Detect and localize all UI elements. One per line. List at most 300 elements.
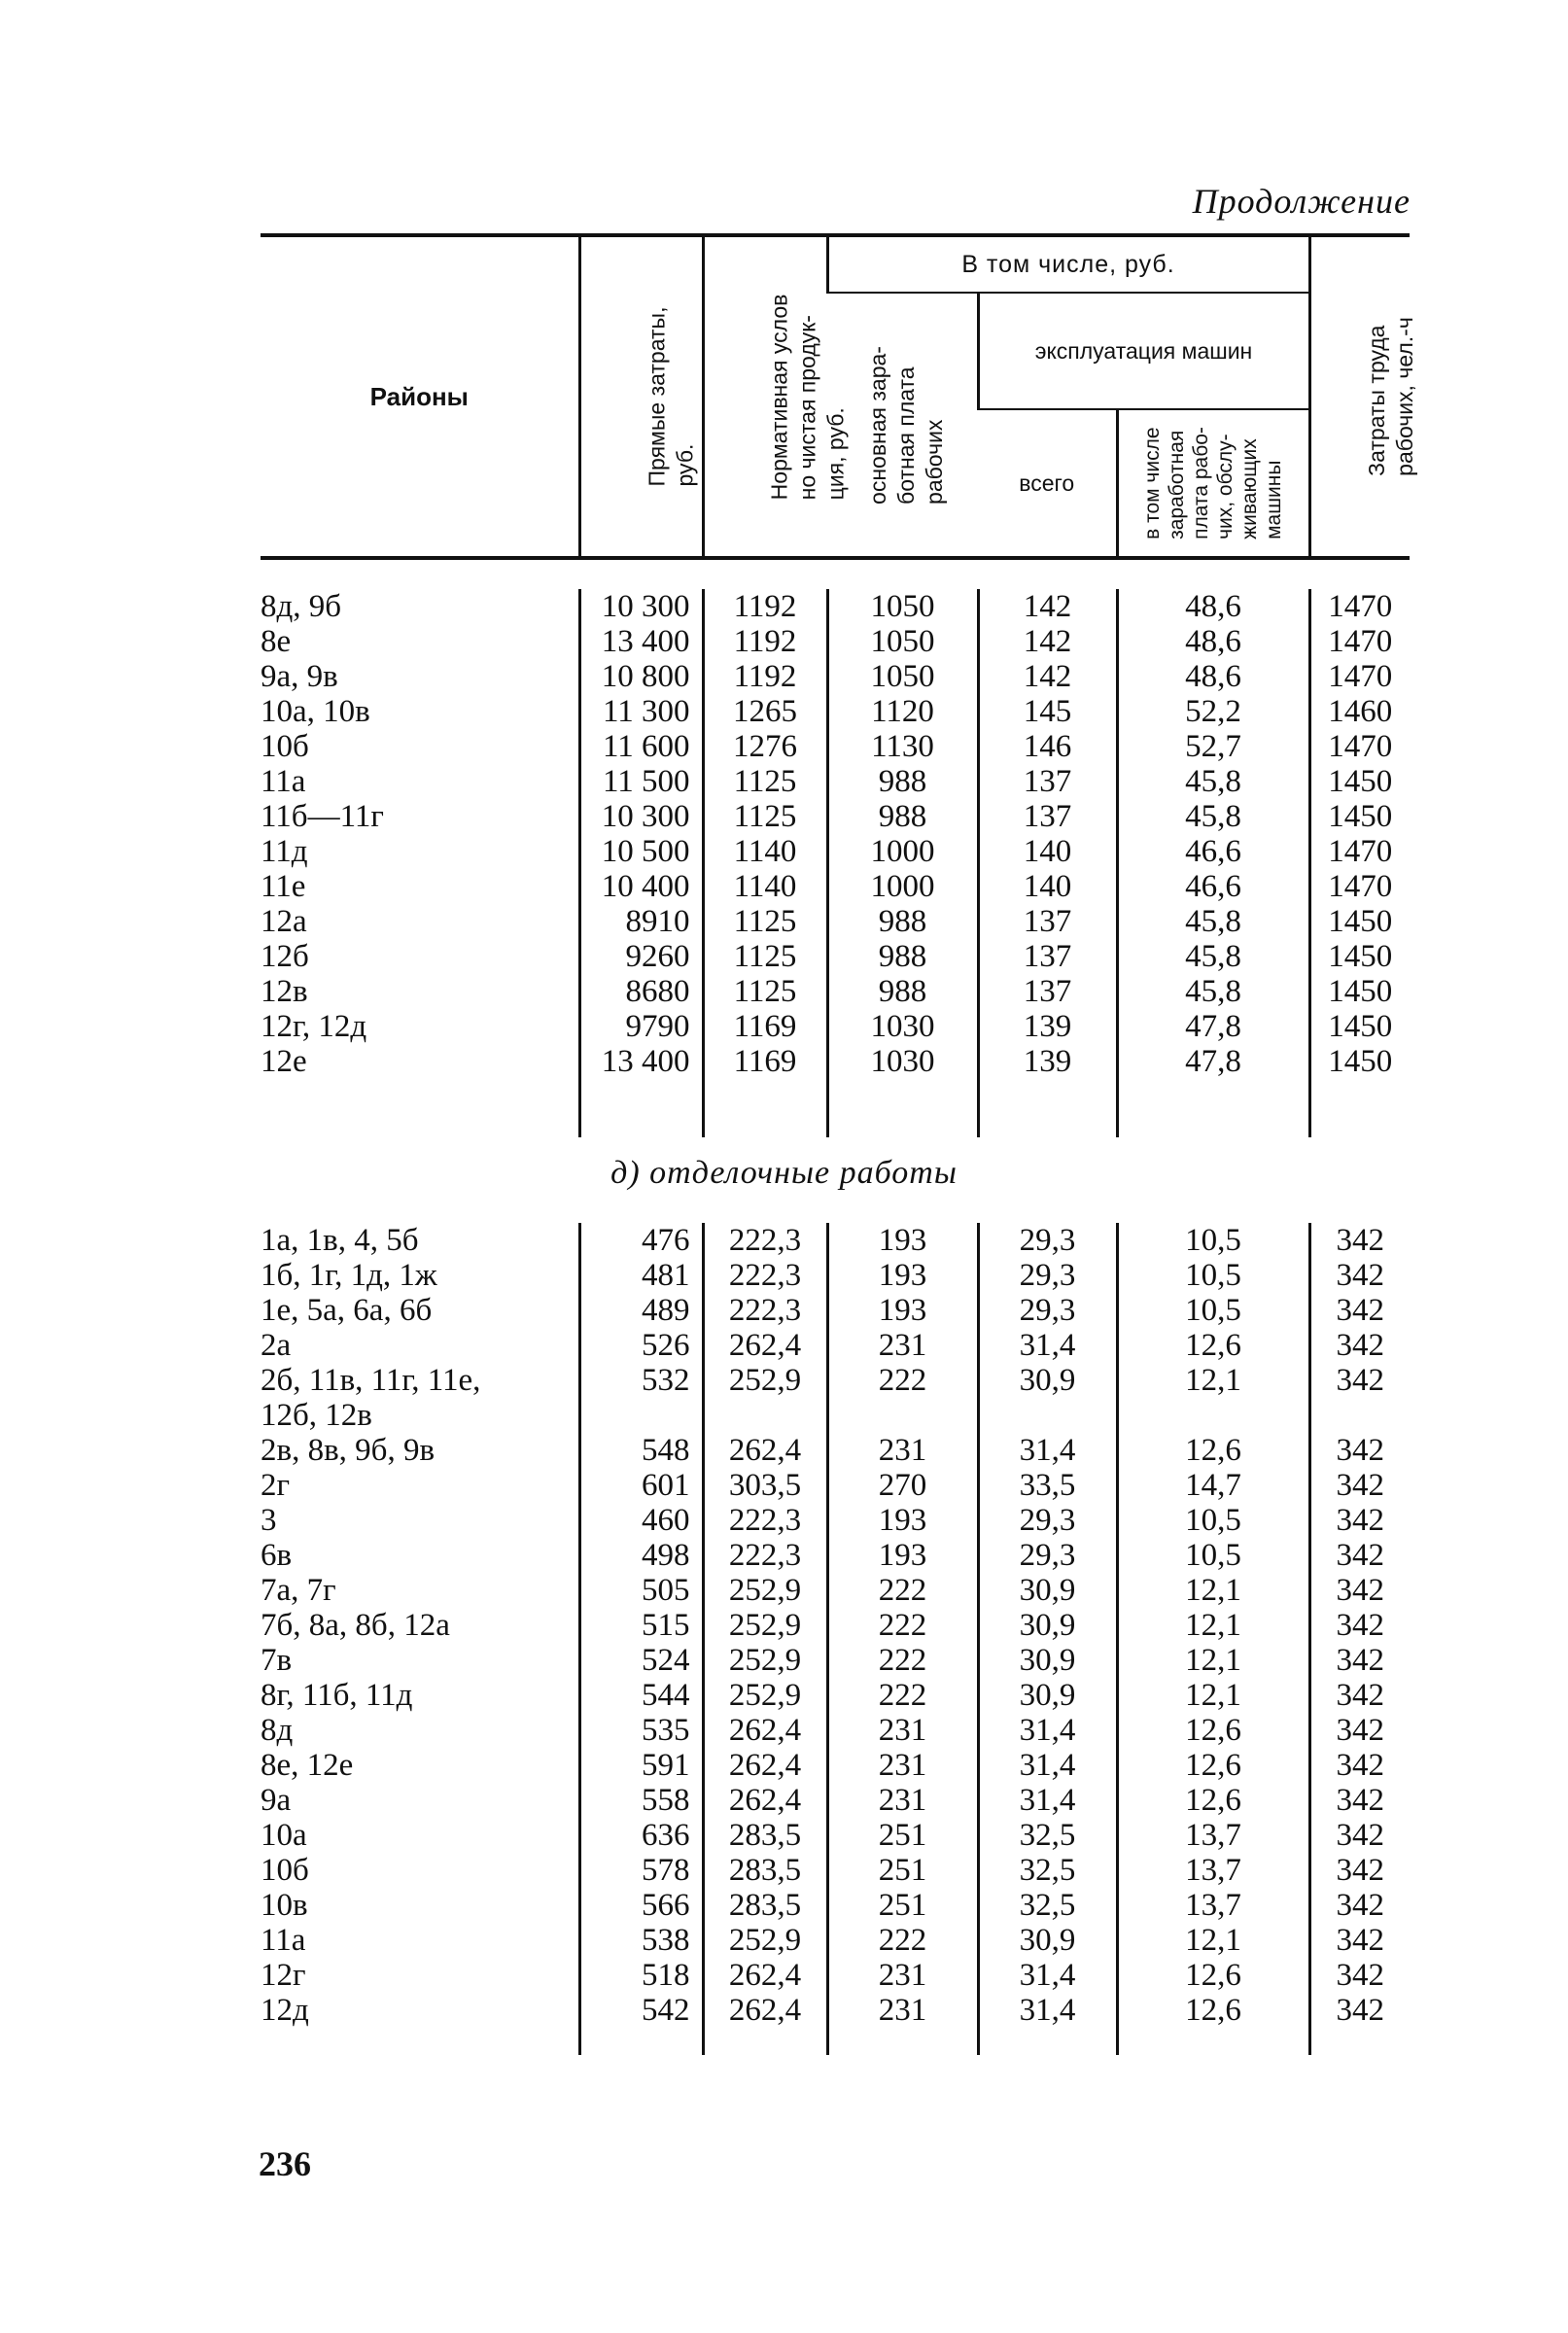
value-cell: 12,1 — [1117, 1643, 1309, 1678]
district-cell: 2б, 11в, 11г, 11е, — [261, 1363, 481, 1398]
value-cell: 12,6 — [1117, 1958, 1309, 1993]
value-cell: 342 — [1309, 1958, 1410, 1993]
value-cell: 342 — [1309, 1608, 1410, 1643]
table-row — [261, 1678, 1410, 1713]
table-row — [261, 589, 1410, 624]
value-cell: 538 — [579, 1923, 703, 1958]
value-cell: 283,5 — [703, 1888, 827, 1923]
value-cell: 1125 — [703, 939, 827, 974]
value-cell: 13 400 — [579, 624, 703, 659]
value-cell: 32,5 — [978, 1888, 1117, 1923]
header-including: В том числе, руб. — [827, 235, 1309, 293]
district-cell: 6в — [261, 1538, 293, 1573]
value-cell: 489 — [579, 1293, 703, 1328]
district-cell: 11б—11г — [261, 799, 384, 834]
table-spacer-row — [261, 1079, 1410, 1137]
section-title: д) отделочные работы — [610, 1155, 958, 1191]
value-cell — [827, 1398, 978, 1433]
value-cell: 262,4 — [703, 1328, 827, 1363]
district-cell: 11е — [261, 869, 306, 904]
district-cell: 11а — [261, 764, 306, 799]
value-cell: 1125 — [703, 799, 827, 834]
spacer-cell — [978, 1079, 1117, 1137]
table-row — [261, 1363, 1410, 1398]
value-cell: 137 — [978, 974, 1117, 1009]
value-cell: 342 — [1309, 1433, 1410, 1468]
value-cell: 342 — [1309, 1538, 1410, 1573]
value-cell: 47,8 — [1117, 1009, 1309, 1044]
value-cell: 13 400 — [579, 1044, 703, 1079]
value-cell: 532 — [579, 1363, 703, 1398]
spacer-cell — [1309, 2028, 1410, 2055]
value-cell: 1169 — [703, 1044, 827, 1079]
value-cell: 30,9 — [978, 1678, 1117, 1713]
table-row — [261, 1643, 1410, 1678]
value-cell: 342 — [1309, 1853, 1410, 1888]
value-cell: 142 — [978, 589, 1117, 624]
value-cell: 1450 — [1309, 974, 1410, 1009]
value-cell: 251 — [827, 1888, 978, 1923]
table-row — [261, 834, 1410, 869]
value-cell: 252,9 — [703, 1643, 827, 1678]
value-cell: 145 — [978, 694, 1117, 729]
value-cell: 222 — [827, 1573, 978, 1608]
value-cell: 52,7 — [1117, 729, 1309, 764]
district-cell: 11д — [261, 834, 308, 869]
value-cell: 32,5 — [978, 1818, 1117, 1853]
value-cell — [1309, 1398, 1410, 1433]
value-cell: 1140 — [703, 834, 827, 869]
value-cell: 1450 — [1309, 764, 1410, 799]
header-normative-net-text: Нормативная услов но чистая продук- ция, руб. — [765, 294, 848, 500]
spacer-cell — [579, 1079, 703, 1137]
value-cell: 342 — [1309, 1293, 1410, 1328]
continuation-label: Продолжение — [1192, 182, 1411, 221]
value-cell: 526 — [579, 1328, 703, 1363]
value-cell: 13,7 — [1117, 1853, 1309, 1888]
value-cell: 1169 — [703, 1009, 827, 1044]
district-cell: 2в, 8в, 9б, 9в — [261, 1433, 436, 1468]
value-cell: 342 — [1309, 1678, 1410, 1713]
value-cell: 535 — [579, 1713, 703, 1748]
value-cell: 1000 — [827, 869, 978, 904]
data-table-1 — [261, 589, 1410, 1137]
value-cell: 231 — [827, 1433, 978, 1468]
value-cell: 1050 — [827, 624, 978, 659]
value-cell: 1265 — [703, 694, 827, 729]
page-number: 236 — [259, 2144, 311, 2183]
table-row — [261, 624, 1410, 659]
header-machine-operation: эксплуатация машин — [978, 293, 1309, 409]
value-cell: 342 — [1309, 1363, 1410, 1398]
value-cell: 14,7 — [1117, 1468, 1309, 1503]
value-cell: 140 — [978, 834, 1117, 869]
value-cell: 45,8 — [1117, 764, 1309, 799]
value-cell: 12,6 — [1117, 1993, 1309, 2028]
table-row — [261, 1503, 1410, 1538]
district-cell: 1б, 1г, 1д, 1ж — [261, 1258, 437, 1293]
value-cell: 30,9 — [978, 1643, 1117, 1678]
value-cell: 12,1 — [1117, 1678, 1309, 1713]
value-cell: 11 600 — [579, 729, 703, 764]
value-cell: 342 — [1309, 1993, 1410, 2028]
value-cell: 524 — [579, 1643, 703, 1678]
district-cell: 10в — [261, 1888, 308, 1923]
spacer-cell — [579, 2028, 703, 2055]
table-row — [261, 1818, 1410, 1853]
value-cell: 139 — [978, 1044, 1117, 1079]
table-row — [261, 1044, 1410, 1079]
value-cell: 30,9 — [978, 1363, 1117, 1398]
district-cell: 10а — [261, 1818, 307, 1853]
value-cell: 566 — [579, 1888, 703, 1923]
value-cell: 137 — [978, 764, 1117, 799]
value-cell: 1470 — [1309, 659, 1410, 694]
value-cell: 1125 — [703, 974, 827, 1009]
header-districts: Районы — [369, 381, 469, 411]
value-cell: 988 — [827, 764, 978, 799]
value-cell: 146 — [978, 729, 1117, 764]
value-cell: 12,1 — [1117, 1573, 1309, 1608]
value-cell: 303,5 — [703, 1468, 827, 1503]
value-cell — [703, 1398, 827, 1433]
spacer-cell — [1309, 1079, 1410, 1137]
value-cell: 252,9 — [703, 1363, 827, 1398]
spacer-cell — [827, 2028, 978, 2055]
value-cell: 558 — [579, 1783, 703, 1818]
value-cell: 48,6 — [1117, 589, 1309, 624]
value-cell: 139 — [978, 1009, 1117, 1044]
data-table-2 — [261, 1223, 1410, 2055]
value-cell: 12,1 — [1117, 1923, 1309, 1958]
spacer-cell — [827, 1079, 978, 1137]
table-row — [261, 1573, 1410, 1608]
value-cell: 222,3 — [703, 1223, 827, 1258]
value-cell: 1450 — [1309, 1009, 1410, 1044]
value-cell: 137 — [978, 904, 1117, 939]
value-cell: 222,3 — [703, 1503, 827, 1538]
table-row — [261, 869, 1410, 904]
table-spacer-row — [261, 2028, 1410, 2055]
table-row — [261, 1923, 1410, 1958]
value-cell: 481 — [579, 1258, 703, 1293]
value-cell: 12,6 — [1117, 1783, 1309, 1818]
value-cell: 222 — [827, 1608, 978, 1643]
value-cell: 231 — [827, 1328, 978, 1363]
value-cell: 231 — [827, 1993, 978, 2028]
value-cell: 10 400 — [579, 869, 703, 904]
value-cell: 31,4 — [978, 1433, 1117, 1468]
district-cell: 12в — [261, 974, 308, 1009]
value-cell: 342 — [1309, 1223, 1410, 1258]
district-cell: 12д — [261, 1993, 309, 2028]
table-row — [261, 1398, 1410, 1433]
value-cell: 12,6 — [1117, 1328, 1309, 1363]
value-cell: 1192 — [703, 624, 827, 659]
value-cell: 1130 — [827, 729, 978, 764]
value-cell: 342 — [1309, 1713, 1410, 1748]
header-labor-text: Затраты труда рабочих, чел.-ч — [1363, 317, 1417, 476]
spacer-cell — [1117, 1079, 1309, 1137]
value-cell: 30,9 — [978, 1608, 1117, 1643]
value-cell: 342 — [1309, 1503, 1410, 1538]
table-row — [261, 1958, 1410, 1993]
value-cell: 251 — [827, 1853, 978, 1888]
district-cell: 10б — [261, 1853, 309, 1888]
value-cell: 12,1 — [1117, 1363, 1309, 1398]
value-cell: 544 — [579, 1678, 703, 1713]
district-cell: 12б — [261, 939, 309, 974]
value-cell: 262,4 — [703, 1748, 827, 1783]
value-cell: 252,9 — [703, 1678, 827, 1713]
value-cell: 30,9 — [978, 1573, 1117, 1608]
value-cell: 31,4 — [978, 1328, 1117, 1363]
district-cell: 8д — [261, 1713, 294, 1748]
value-cell: 1276 — [703, 729, 827, 764]
value-cell: 252,9 — [703, 1573, 827, 1608]
value-cell: 342 — [1309, 1468, 1410, 1503]
value-cell: 1470 — [1309, 589, 1410, 624]
value-cell: 29,3 — [978, 1258, 1117, 1293]
value-cell: 29,3 — [978, 1503, 1117, 1538]
value-cell: 231 — [827, 1713, 978, 1748]
table-row — [261, 1783, 1410, 1818]
value-cell: 1470 — [1309, 834, 1410, 869]
value-cell: 342 — [1309, 1748, 1410, 1783]
spacer-cell — [978, 2028, 1117, 2055]
value-cell: 476 — [579, 1223, 703, 1258]
district-cell: 8е, 12е — [261, 1748, 354, 1783]
header-normative-net — [703, 235, 848, 558]
value-cell: 29,3 — [978, 1293, 1117, 1328]
value-cell: 1192 — [703, 589, 827, 624]
value-cell: 460 — [579, 1503, 703, 1538]
value-cell: 342 — [1309, 1328, 1410, 1363]
value-cell: 1450 — [1309, 1044, 1410, 1079]
value-cell: 1030 — [827, 1044, 978, 1079]
value-cell: 1030 — [827, 1009, 978, 1044]
value-cell: 193 — [827, 1538, 978, 1573]
table-row — [261, 1538, 1410, 1573]
table-header — [261, 233, 1417, 560]
value-cell: 262,4 — [703, 1993, 827, 2028]
value-cell: 31,4 — [978, 1748, 1117, 1783]
spacer-cell — [703, 1079, 827, 1137]
value-cell: 342 — [1309, 1643, 1410, 1678]
district-cell: 3 — [261, 1503, 277, 1538]
value-cell: 518 — [579, 1958, 703, 1993]
table-row — [261, 799, 1410, 834]
value-cell: 578 — [579, 1853, 703, 1888]
value-cell: 11 500 — [579, 764, 703, 799]
table-row — [261, 904, 1410, 939]
value-cell — [579, 1398, 703, 1433]
value-cell: 29,3 — [978, 1538, 1117, 1573]
value-cell: 636 — [579, 1818, 703, 1853]
value-cell: 222,3 — [703, 1258, 827, 1293]
value-cell: 515 — [579, 1608, 703, 1643]
value-cell: 11 300 — [579, 694, 703, 729]
value-cell: 1460 — [1309, 694, 1410, 729]
value-cell: 1192 — [703, 659, 827, 694]
district-cell: 10б — [261, 729, 309, 764]
value-cell: 137 — [978, 939, 1117, 974]
value-cell: 1450 — [1309, 799, 1410, 834]
district-cell: 7б, 8а, 8б, 12а — [261, 1608, 450, 1643]
table-row — [261, 1853, 1410, 1888]
value-cell: 342 — [1309, 1783, 1410, 1818]
value-cell: 9790 — [579, 1009, 703, 1044]
value-cell: 1050 — [827, 659, 978, 694]
value-cell: 33,5 — [978, 1468, 1117, 1503]
value-cell: 262,4 — [703, 1713, 827, 1748]
district-cell: 9а, 9в — [261, 659, 338, 694]
value-cell: 13,7 — [1117, 1818, 1309, 1853]
table-row — [261, 1223, 1410, 1258]
table-row — [261, 939, 1410, 974]
value-cell: 283,5 — [703, 1818, 827, 1853]
value-cell: 9260 — [579, 939, 703, 974]
value-cell: 12,1 — [1117, 1608, 1309, 1643]
spacer-cell — [261, 1079, 579, 1137]
value-cell: 1470 — [1309, 729, 1410, 764]
value-cell: 1140 — [703, 869, 827, 904]
value-cell: 31,4 — [978, 1993, 1117, 2028]
value-cell: 1125 — [703, 904, 827, 939]
value-cell: 342 — [1309, 1258, 1410, 1293]
district-cell: 1а, 1в, 4, 5б — [261, 1223, 419, 1258]
value-cell: 142 — [978, 659, 1117, 694]
value-cell: 12,6 — [1117, 1713, 1309, 1748]
value-cell: 222 — [827, 1363, 978, 1398]
table-row — [261, 764, 1410, 799]
table-row — [261, 1328, 1410, 1363]
value-cell: 231 — [827, 1783, 978, 1818]
value-cell: 342 — [1309, 1818, 1410, 1853]
value-cell: 601 — [579, 1468, 703, 1503]
district-cell: 12е — [261, 1044, 307, 1079]
value-cell: 222,3 — [703, 1293, 827, 1328]
value-cell: 46,6 — [1117, 869, 1309, 904]
header-base-wage-text: основная зара- ботная плата рабочих — [864, 345, 947, 505]
value-cell: 262,4 — [703, 1783, 827, 1818]
value-cell: 1120 — [827, 694, 978, 729]
table-row — [261, 1468, 1410, 1503]
table-row — [261, 1993, 1410, 2028]
value-cell: 10 300 — [579, 589, 703, 624]
district-cell: 12г, 12д — [261, 1009, 367, 1044]
header-labor — [1309, 235, 1417, 558]
value-cell: 48,6 — [1117, 624, 1309, 659]
value-cell: 142 — [978, 624, 1117, 659]
value-cell: 47,8 — [1117, 1044, 1309, 1079]
value-cell: 10 800 — [579, 659, 703, 694]
value-cell: 45,8 — [1117, 974, 1309, 1009]
value-cell: 13,7 — [1117, 1888, 1309, 1923]
value-cell: 1450 — [1309, 904, 1410, 939]
value-cell: 1470 — [1309, 624, 1410, 659]
header-direct-costs-text: Прямые затраты, руб. — [643, 306, 697, 487]
district-cell: 7а, 7г — [261, 1573, 336, 1608]
value-cell: 222 — [827, 1923, 978, 1958]
district-cell: 9а — [261, 1783, 292, 1818]
value-cell: 45,8 — [1117, 939, 1309, 974]
value-cell: 12,6 — [1117, 1433, 1309, 1468]
spacer-cell — [703, 2028, 827, 2055]
value-cell: 988 — [827, 939, 978, 974]
value-cell: 222 — [827, 1643, 978, 1678]
district-cell: 7в — [261, 1643, 293, 1678]
value-cell: 8680 — [579, 974, 703, 1009]
value-cell: 31,4 — [978, 1783, 1117, 1818]
district-cell: 2г — [261, 1468, 291, 1503]
value-cell: 988 — [827, 974, 978, 1009]
value-cell: 10,5 — [1117, 1503, 1309, 1538]
value-cell: 283,5 — [703, 1853, 827, 1888]
value-cell: 10,5 — [1117, 1538, 1309, 1573]
value-cell: 548 — [579, 1433, 703, 1468]
value-cell: 12,6 — [1117, 1748, 1309, 1783]
district-cell: 12а — [261, 904, 307, 939]
district-cell: 11а — [261, 1923, 306, 1958]
table-row — [261, 1433, 1410, 1468]
value-cell: 10 500 — [579, 834, 703, 869]
value-cell: 270 — [827, 1468, 978, 1503]
value-cell: 31,4 — [978, 1958, 1117, 1993]
value-cell: 342 — [1309, 1888, 1410, 1923]
value-cell: 193 — [827, 1503, 978, 1538]
value-cell: 31,4 — [978, 1713, 1117, 1748]
value-cell — [978, 1398, 1117, 1433]
value-cell: 988 — [827, 904, 978, 939]
table-row — [261, 659, 1410, 694]
value-cell: 193 — [827, 1223, 978, 1258]
value-cell: 252,9 — [703, 1608, 827, 1643]
value-cell: 222 — [827, 1678, 978, 1713]
value-cell: 231 — [827, 1958, 978, 1993]
value-cell: 193 — [827, 1258, 978, 1293]
value-cell: 342 — [1309, 1573, 1410, 1608]
value-cell: 1125 — [703, 764, 827, 799]
value-cell: 193 — [827, 1293, 978, 1328]
value-cell: 52,2 — [1117, 694, 1309, 729]
table-row — [261, 1713, 1410, 1748]
value-cell: 46,6 — [1117, 834, 1309, 869]
table-row — [261, 694, 1410, 729]
value-cell: 29,3 — [978, 1223, 1117, 1258]
value-cell: 505 — [579, 1573, 703, 1608]
value-cell: 251 — [827, 1818, 978, 1853]
value-cell: 10 300 — [579, 799, 703, 834]
district-cell: 8е — [261, 624, 292, 659]
table-row — [261, 1748, 1410, 1783]
district-cell: 2а — [261, 1328, 292, 1363]
value-cell: 45,8 — [1117, 799, 1309, 834]
district-cell: 12г — [261, 1958, 306, 1993]
value-cell: 45,8 — [1117, 904, 1309, 939]
value-cell: 32,5 — [978, 1853, 1117, 1888]
value-cell: 591 — [579, 1748, 703, 1783]
header-incl-wage-text: в том числе заработная плата рабо- чих, обслу- живающих машины — [1141, 427, 1285, 540]
district-cell: 8г, 11б, 11д — [261, 1678, 413, 1713]
district-cell: 10а, 10в — [261, 694, 370, 729]
value-cell: 48,6 — [1117, 659, 1309, 694]
value-cell — [1117, 1398, 1309, 1433]
spacer-cell — [261, 2028, 579, 2055]
value-cell: 498 — [579, 1538, 703, 1573]
value-cell: 262,4 — [703, 1433, 827, 1468]
district-cell: 12б, 12в — [261, 1398, 372, 1433]
